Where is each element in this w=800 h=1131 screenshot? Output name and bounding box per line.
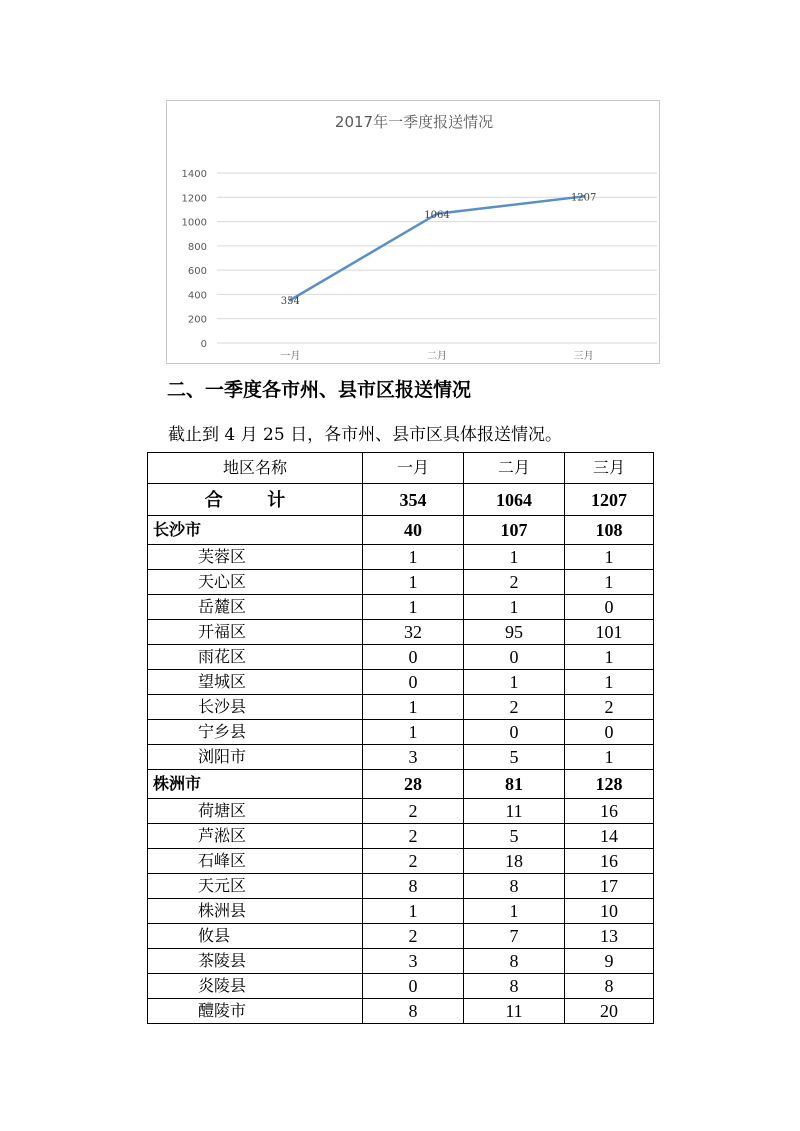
y-tick-label: 1400 (181, 169, 207, 180)
district-name: 荷塘区 (148, 799, 363, 824)
district-jan: 2 (363, 924, 464, 949)
data-label: 354 (280, 296, 300, 308)
district-name: 芙蓉区 (148, 545, 363, 570)
district-feb: 11 (464, 999, 565, 1024)
city-jan: 28 (363, 770, 464, 799)
y-tick-label: 1000 (181, 217, 207, 229)
table-header-row (148, 453, 654, 484)
district-mar: 8 (565, 974, 654, 999)
district-row (148, 849, 654, 874)
district-mar: 10 (565, 899, 654, 924)
district-feb: 7 (464, 924, 565, 949)
district-row (148, 949, 654, 974)
district-feb: 5 (464, 745, 565, 770)
district-feb: 0 (464, 720, 565, 745)
district-jan: 1 (363, 695, 464, 720)
district-mar: 16 (565, 799, 654, 824)
district-row (148, 695, 654, 720)
district-row (148, 745, 654, 770)
section-heading: 二、一季度各市州、县市区报送情况 (167, 379, 472, 401)
header-mar: 三月 (565, 453, 654, 484)
district-row (148, 799, 654, 824)
district-mar: 1 (565, 745, 654, 770)
district-mar: 0 (565, 720, 654, 745)
district-jan: 0 (363, 645, 464, 670)
district-feb: 1 (464, 545, 565, 570)
district-mar: 101 (565, 620, 654, 645)
district-feb: 1 (464, 595, 565, 620)
district-feb: 11 (464, 799, 565, 824)
district-jan: 1 (363, 595, 464, 620)
district-row (148, 570, 654, 595)
district-name: 株洲县 (148, 899, 363, 924)
district-row (148, 824, 654, 849)
district-mar: 1 (565, 545, 654, 570)
data-label: 1207 (570, 192, 597, 204)
district-feb: 8 (464, 949, 565, 974)
y-tick-label: 600 (187, 266, 207, 278)
y-tick-label: 200 (187, 314, 207, 326)
district-row (148, 645, 654, 670)
district-name: 岳麓区 (148, 595, 363, 620)
district-row (148, 670, 654, 695)
district-mar: 17 (565, 874, 654, 899)
district-row (148, 720, 654, 745)
district-jan: 8 (363, 874, 464, 899)
district-mar: 1 (565, 670, 654, 695)
district-jan: 3 (363, 949, 464, 974)
report-table (147, 452, 654, 1024)
header-region: 地区名称 (148, 453, 363, 484)
table-body (148, 484, 654, 1024)
city-feb: 81 (464, 770, 565, 799)
district-mar: 14 (565, 824, 654, 849)
city-jan: 40 (363, 516, 464, 545)
y-tick-label: 800 (187, 241, 207, 253)
city-feb: 107 (464, 516, 565, 545)
district-jan: 2 (363, 824, 464, 849)
district-jan: 1 (363, 720, 464, 745)
district-jan: 8 (363, 999, 464, 1024)
district-name: 攸县 (148, 924, 363, 949)
district-feb: 0 (464, 645, 565, 670)
district-mar: 9 (565, 949, 654, 974)
total-jan: 354 (363, 484, 464, 516)
chart-svg (167, 101, 661, 365)
district-feb: 8 (464, 874, 565, 899)
district-mar: 1 (565, 645, 654, 670)
intro-paragraph: 截止到 4 月 25 日，各市州、县市区具体报送情况。 (168, 425, 563, 445)
district-mar: 2 (565, 695, 654, 720)
y-tick-label: 400 (187, 290, 207, 302)
data-label: 1064 (424, 209, 450, 221)
district-row (148, 899, 654, 924)
district-name: 石峰区 (148, 849, 363, 874)
district-row (148, 999, 654, 1024)
district-row (148, 595, 654, 620)
district-jan: 0 (363, 974, 464, 999)
city-row (148, 770, 654, 799)
district-row (148, 620, 654, 645)
line-chart (166, 100, 660, 364)
district-name: 雨花区 (148, 645, 363, 670)
district-name: 茶陵县 (148, 949, 363, 974)
header-jan: 一月 (363, 453, 464, 484)
district-feb: 18 (464, 849, 565, 874)
y-tick-label: 1200 (181, 193, 207, 205)
city-name: 长沙市 (148, 516, 363, 545)
district-mar: 1 (565, 570, 654, 595)
district-name: 醴陵市 (148, 999, 363, 1024)
header-feb: 二月 (464, 453, 565, 484)
district-name: 芦淞区 (148, 824, 363, 849)
city-mar: 128 (565, 770, 654, 799)
district-mar: 0 (565, 595, 654, 620)
district-mar: 20 (565, 999, 654, 1024)
city-row (148, 516, 654, 545)
district-name: 长沙县 (148, 695, 363, 720)
city-name: 株洲市 (148, 770, 363, 799)
y-tick-label: 0 (200, 339, 207, 350)
x-tick-label: 二月 (427, 351, 447, 362)
district-mar: 13 (565, 924, 654, 949)
x-tick-label: 一月 (280, 351, 301, 362)
district-feb: 1 (464, 899, 565, 924)
district-jan: 1 (363, 545, 464, 570)
x-tick-label: 三月 (573, 351, 594, 362)
total-feb: 1064 (464, 484, 565, 516)
total-mar: 1207 (565, 484, 654, 516)
district-jan: 2 (363, 799, 464, 824)
district-feb: 8 (464, 974, 565, 999)
district-name: 炎陵县 (148, 974, 363, 999)
district-jan: 0 (363, 670, 464, 695)
district-mar: 16 (565, 849, 654, 874)
total-label: 合 计 (148, 484, 363, 516)
district-jan: 32 (363, 620, 464, 645)
district-feb: 5 (464, 824, 565, 849)
district-jan: 1 (363, 570, 464, 595)
district-jan: 2 (363, 849, 464, 874)
district-name: 天元区 (148, 874, 363, 899)
district-name: 天心区 (148, 570, 363, 595)
district-name: 望城区 (148, 670, 363, 695)
district-jan: 3 (363, 745, 464, 770)
chart-title: 2017年一季度报送情况 (334, 113, 494, 131)
district-feb: 2 (464, 695, 565, 720)
district-name: 开福区 (148, 620, 363, 645)
district-feb: 2 (464, 570, 565, 595)
district-row (148, 974, 654, 999)
district-row (148, 545, 654, 570)
district-feb: 1 (464, 670, 565, 695)
district-row (148, 874, 654, 899)
district-jan: 1 (363, 899, 464, 924)
city-mar: 108 (565, 516, 654, 545)
district-row (148, 924, 654, 949)
district-feb: 95 (464, 620, 565, 645)
district-name: 宁乡县 (148, 720, 363, 745)
district-name: 浏阳市 (148, 745, 363, 770)
total-row (148, 484, 654, 516)
